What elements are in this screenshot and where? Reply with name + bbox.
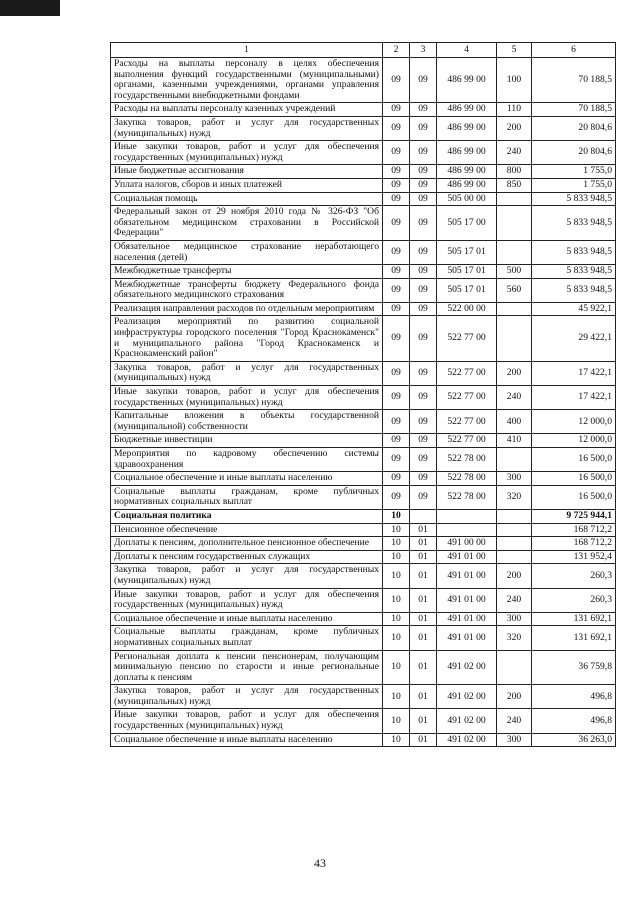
row-target-article-cell: 491 01 00 [437, 550, 497, 564]
row-section-cell: 10 [383, 650, 410, 685]
row-section-cell: 09 [383, 485, 410, 509]
row-subsection-cell: 01 [410, 709, 437, 733]
row-expense-type-cell: 300 [497, 472, 532, 486]
row-name-cell: Межбюджетные трансферты бюджету Федерального фонда обязательного медицинского страхования [111, 278, 383, 302]
row-section-cell: 09 [383, 361, 410, 385]
row-section-cell: 09 [383, 116, 410, 140]
row-expense-type-cell [497, 509, 532, 523]
row-subsection-cell: 09 [410, 240, 437, 264]
row-name-cell: Закупка товаров, работ и услуг для государственных (муниципальных) нужд [111, 361, 383, 385]
table-row [111, 206, 616, 241]
row-expense-type-cell: 240 [497, 709, 532, 733]
row-name-cell: Иные закупки товаров, работ и услуг для обеспечения государственных (муниципальных) нужд [111, 141, 383, 165]
row-subsection-cell: 09 [410, 206, 437, 241]
row-section-cell: 09 [383, 316, 410, 361]
row-amount-cell: 36 759,8 [532, 650, 616, 685]
table-row [111, 302, 616, 316]
row-section-cell: 10 [383, 550, 410, 564]
row-subsection-cell: 09 [410, 58, 437, 103]
row-amount-cell: 496,8 [532, 685, 616, 709]
header-cell-amount: 6 [532, 43, 616, 58]
row-section-cell: 10 [383, 685, 410, 709]
row-subsection-cell: 09 [410, 178, 437, 192]
row-name-cell: Иные бюджетные ассигнования [111, 165, 383, 179]
row-section-cell: 09 [383, 141, 410, 165]
scan-corner-mark [0, 0, 60, 16]
row-target-article-cell: 505 17 00 [437, 206, 497, 241]
table-row [111, 550, 616, 564]
row-subsection-cell [410, 509, 437, 523]
table-row [111, 434, 616, 448]
row-subsection-cell: 09 [410, 165, 437, 179]
table-row [111, 116, 616, 140]
row-section-cell: 09 [383, 58, 410, 103]
row-subsection-cell: 09 [410, 103, 437, 117]
row-amount-cell: 70 188,5 [532, 103, 616, 117]
row-subsection-cell: 01 [410, 523, 437, 537]
row-section-cell: 10 [383, 588, 410, 612]
table-row [111, 612, 616, 626]
table-row [111, 564, 616, 588]
row-amount-cell: 45 922,1 [532, 302, 616, 316]
row-amount-cell: 16 500,0 [532, 472, 616, 486]
row-section-cell: 10 [383, 509, 410, 523]
row-amount-cell: 131 692,1 [532, 626, 616, 650]
table-row [111, 178, 616, 192]
row-name-cell: Иные закупки товаров, работ и услуг для обеспечения государственных (муниципальных) нужд [111, 588, 383, 612]
row-expense-type-cell [497, 316, 532, 361]
row-amount-cell: 36 263,0 [532, 733, 616, 747]
row-target-article-cell: 505 00 00 [437, 192, 497, 206]
row-subsection-cell: 09 [410, 265, 437, 279]
row-expense-type-cell [497, 448, 532, 472]
row-expense-type-cell: 320 [497, 626, 532, 650]
row-expense-type-cell: 200 [497, 361, 532, 385]
table-row [111, 192, 616, 206]
row-section-cell: 09 [383, 240, 410, 264]
row-subsection-cell: 09 [410, 361, 437, 385]
row-target-article-cell: 491 01 00 [437, 588, 497, 612]
row-name-cell: Доплаты к пенсиям государственных служащих [111, 550, 383, 564]
table-row [111, 509, 616, 523]
table-row [111, 278, 616, 302]
row-section-cell: 09 [383, 386, 410, 410]
row-expense-type-cell: 240 [497, 386, 532, 410]
budget-table [110, 42, 616, 747]
row-amount-cell: 5 833 948,5 [532, 278, 616, 302]
row-target-article-cell: 486 99 00 [437, 141, 497, 165]
row-target-article-cell: 491 01 00 [437, 612, 497, 626]
row-target-article-cell: 486 99 00 [437, 103, 497, 117]
row-name-cell: Социальная помощь [111, 192, 383, 206]
row-expense-type-cell [497, 206, 532, 241]
row-subsection-cell: 01 [410, 650, 437, 685]
row-expense-type-cell: 110 [497, 103, 532, 117]
row-section-cell: 10 [383, 612, 410, 626]
header-cell-expense-type: 5 [497, 43, 532, 58]
table-row [111, 709, 616, 733]
row-name-cell: Обязательное медицинское страхование неработающего населения (детей) [111, 240, 383, 264]
row-target-article-cell: 505 17 01 [437, 265, 497, 279]
table-row [111, 103, 616, 117]
row-subsection-cell: 01 [410, 550, 437, 564]
row-subsection-cell: 09 [410, 302, 437, 316]
table-row [111, 361, 616, 385]
row-name-cell: Социальная политика [111, 509, 383, 523]
row-target-article-cell [437, 509, 497, 523]
row-expense-type-cell: 200 [497, 116, 532, 140]
table-row [111, 650, 616, 685]
row-subsection-cell: 01 [410, 588, 437, 612]
row-name-cell: Социальные выплаты гражданам, кроме публичных нормативных социальных выплат [111, 626, 383, 650]
row-target-article-cell: 522 77 00 [437, 386, 497, 410]
row-subsection-cell: 09 [410, 448, 437, 472]
row-amount-cell: 496,8 [532, 709, 616, 733]
table-row [111, 165, 616, 179]
row-target-article-cell: 505 17 01 [437, 278, 497, 302]
header-row [111, 43, 616, 58]
row-expense-type-cell [497, 537, 532, 551]
row-name-cell: Бюджетные инвестиции [111, 434, 383, 448]
row-target-article-cell: 491 02 00 [437, 709, 497, 733]
page-number: 43 [314, 856, 326, 870]
row-name-cell: Доплаты к пенсиям, дополнительное пенсионное обеспечение [111, 537, 383, 551]
row-section-cell: 09 [383, 178, 410, 192]
row-section-cell: 09 [383, 192, 410, 206]
row-amount-cell: 5 833 948,5 [532, 265, 616, 279]
row-expense-type-cell: 300 [497, 733, 532, 747]
row-section-cell: 09 [383, 103, 410, 117]
table-row [111, 265, 616, 279]
row-amount-cell: 20 804,6 [532, 141, 616, 165]
row-amount-cell: 5 833 948,5 [532, 192, 616, 206]
row-name-cell: Межбюджетные трансферты [111, 265, 383, 279]
row-subsection-cell: 01 [410, 685, 437, 709]
row-target-article-cell: 522 78 00 [437, 485, 497, 509]
row-amount-cell: 70 188,5 [532, 58, 616, 103]
row-amount-cell: 5 833 948,5 [532, 206, 616, 241]
row-section-cell: 10 [383, 523, 410, 537]
row-target-article-cell: 522 77 00 [437, 434, 497, 448]
row-subsection-cell: 09 [410, 410, 437, 434]
row-section-cell: 09 [383, 278, 410, 302]
row-section-cell: 10 [383, 709, 410, 733]
table-row [111, 685, 616, 709]
row-subsection-cell: 09 [410, 485, 437, 509]
row-name-cell: Социальное обеспечение и иные выплаты населению [111, 472, 383, 486]
table-row [111, 733, 616, 747]
row-subsection-cell: 09 [410, 141, 437, 165]
row-expense-type-cell [497, 523, 532, 537]
row-subsection-cell: 09 [410, 192, 437, 206]
row-section-cell: 09 [383, 302, 410, 316]
header-cell-subsection: 3 [410, 43, 437, 58]
row-expense-type-cell: 410 [497, 434, 532, 448]
row-subsection-cell: 09 [410, 386, 437, 410]
row-subsection-cell: 01 [410, 626, 437, 650]
row-section-cell: 09 [383, 472, 410, 486]
row-expense-type-cell [497, 650, 532, 685]
row-target-article-cell: 491 02 00 [437, 733, 497, 747]
row-expense-type-cell [497, 302, 532, 316]
row-target-article-cell: 522 00 00 [437, 302, 497, 316]
row-target-article-cell: 522 77 00 [437, 316, 497, 361]
row-name-cell: Мероприятия по кадровому обеспечению системы здравоохранения [111, 448, 383, 472]
row-expense-type-cell: 320 [497, 485, 532, 509]
row-subsection-cell: 09 [410, 278, 437, 302]
row-section-cell: 10 [383, 733, 410, 747]
row-section-cell: 10 [383, 564, 410, 588]
row-target-article-cell: 491 00 00 [437, 537, 497, 551]
row-amount-cell: 12 000,0 [532, 434, 616, 448]
row-name-cell: Пенсионное обеспечение [111, 523, 383, 537]
row-amount-cell: 20 804,6 [532, 116, 616, 140]
row-expense-type-cell [497, 550, 532, 564]
row-expense-type-cell: 800 [497, 165, 532, 179]
row-section-cell: 09 [383, 206, 410, 241]
header-cell-target-article: 4 [437, 43, 497, 58]
table-row [111, 523, 616, 537]
row-expense-type-cell [497, 192, 532, 206]
row-expense-type-cell: 200 [497, 564, 532, 588]
row-amount-cell: 131 692,1 [532, 612, 616, 626]
row-expense-type-cell: 200 [497, 685, 532, 709]
table-row [111, 58, 616, 103]
row-amount-cell: 12 000,0 [532, 410, 616, 434]
row-amount-cell: 17 422,1 [532, 361, 616, 385]
row-name-cell: Региональная доплата к пенсии пенсионерам, получающим минимальную пенсию по старости и иные региональные доплаты к пенсиям [111, 650, 383, 685]
row-expense-type-cell [497, 240, 532, 264]
row-amount-cell: 260,3 [532, 588, 616, 612]
row-expense-type-cell: 560 [497, 278, 532, 302]
table-row [111, 472, 616, 486]
row-name-cell: Иные закупки товаров, работ и услуг для обеспечения государственных (муниципальных) нужд [111, 386, 383, 410]
row-name-cell: Реализация мероприятий по развитию социальной инфраструктуры городского поселения "Город Краснокаменск" и муниципального района "Город Краснокаменск и Краснокаменский район" [111, 316, 383, 361]
row-target-article-cell [437, 523, 497, 537]
row-name-cell: Закупка товаров, работ и услуг для государственных (муниципальных) нужд [111, 564, 383, 588]
row-amount-cell: 168 712,2 [532, 523, 616, 537]
table-row [111, 410, 616, 434]
row-expense-type-cell: 400 [497, 410, 532, 434]
row-amount-cell: 29 422,1 [532, 316, 616, 361]
row-target-article-cell: 491 02 00 [437, 685, 497, 709]
table-row [111, 386, 616, 410]
row-target-article-cell: 522 77 00 [437, 361, 497, 385]
table-row [111, 485, 616, 509]
row-expense-type-cell: 100 [497, 58, 532, 103]
row-amount-cell: 168 712,2 [532, 537, 616, 551]
row-section-cell: 09 [383, 165, 410, 179]
row-section-cell: 09 [383, 410, 410, 434]
table-row [111, 537, 616, 551]
header-cell-name: 1 [111, 43, 383, 58]
row-subsection-cell: 01 [410, 564, 437, 588]
row-target-article-cell: 491 01 00 [437, 564, 497, 588]
row-target-article-cell: 491 01 00 [437, 626, 497, 650]
row-section-cell: 09 [383, 448, 410, 472]
row-subsection-cell: 09 [410, 116, 437, 140]
table-row [111, 240, 616, 264]
budget-table-body [111, 43, 616, 747]
row-expense-type-cell: 850 [497, 178, 532, 192]
row-subsection-cell: 01 [410, 733, 437, 747]
row-expense-type-cell: 240 [497, 588, 532, 612]
row-name-cell: Расходы на выплаты персоналу казенных учреждений [111, 103, 383, 117]
row-target-article-cell: 491 02 00 [437, 650, 497, 685]
row-amount-cell: 1 755,0 [532, 165, 616, 179]
row-name-cell: Социальное обеспечение и иные выплаты населению [111, 733, 383, 747]
row-name-cell: Федеральный закон от 29 ноября 2010 года № 326-ФЗ "Об обязательном медицинском страховании в Российской Федерации" [111, 206, 383, 241]
row-name-cell: Уплата налогов, сборов и иных платежей [111, 178, 383, 192]
row-name-cell: Социальные выплаты гражданам, кроме публичных нормативных социальных выплат [111, 485, 383, 509]
row-subsection-cell: 09 [410, 434, 437, 448]
table-row [111, 141, 616, 165]
row-expense-type-cell: 240 [497, 141, 532, 165]
header-cell-section: 2 [383, 43, 410, 58]
row-amount-cell: 16 500,0 [532, 448, 616, 472]
table-row [111, 448, 616, 472]
row-name-cell: Реализация направления расходов по отдельным мероприятиям [111, 302, 383, 316]
row-subsection-cell: 09 [410, 316, 437, 361]
table-row [111, 626, 616, 650]
row-target-article-cell: 522 78 00 [437, 472, 497, 486]
row-amount-cell: 9 725 944,1 [532, 509, 616, 523]
table-row [111, 588, 616, 612]
row-target-article-cell: 505 17 01 [437, 240, 497, 264]
row-name-cell: Закупка товаров, работ и услуг для государственных (муниципальных) нужд [111, 116, 383, 140]
row-amount-cell: 131 952,4 [532, 550, 616, 564]
row-amount-cell: 5 833 948,5 [532, 240, 616, 264]
row-target-article-cell: 522 77 00 [437, 410, 497, 434]
row-section-cell: 10 [383, 537, 410, 551]
row-subsection-cell: 09 [410, 472, 437, 486]
row-name-cell: Иные закупки товаров, работ и услуг для обеспечения государственных (муниципальных) нужд [111, 709, 383, 733]
row-name-cell: Расходы на выплаты персоналу в целях обеспечения выполнения функций государственными (муниципальными) органами, казенными учреждениями, органами управления государственными внебюджетными фондами [111, 58, 383, 103]
row-target-article-cell: 486 99 00 [437, 178, 497, 192]
row-expense-type-cell: 500 [497, 265, 532, 279]
row-section-cell: 09 [383, 434, 410, 448]
row-amount-cell: 1 755,0 [532, 178, 616, 192]
row-amount-cell: 17 422,1 [532, 386, 616, 410]
row-target-article-cell: 486 99 00 [437, 58, 497, 103]
row-subsection-cell: 01 [410, 612, 437, 626]
row-section-cell: 09 [383, 265, 410, 279]
row-amount-cell: 260,3 [532, 564, 616, 588]
table-row [111, 316, 616, 361]
row-name-cell: Социальное обеспечение и иные выплаты населению [111, 612, 383, 626]
row-name-cell: Закупка товаров, работ и услуг для государственных (муниципальных) нужд [111, 685, 383, 709]
row-target-article-cell: 486 99 00 [437, 116, 497, 140]
row-section-cell: 10 [383, 626, 410, 650]
row-name-cell: Капитальные вложения в объекты государственной (муниципальной) собственности [111, 410, 383, 434]
row-subsection-cell: 01 [410, 537, 437, 551]
row-expense-type-cell: 300 [497, 612, 532, 626]
row-target-article-cell: 486 99 00 [437, 165, 497, 179]
row-amount-cell: 16 500,0 [532, 485, 616, 509]
row-target-article-cell: 522 78 00 [437, 448, 497, 472]
